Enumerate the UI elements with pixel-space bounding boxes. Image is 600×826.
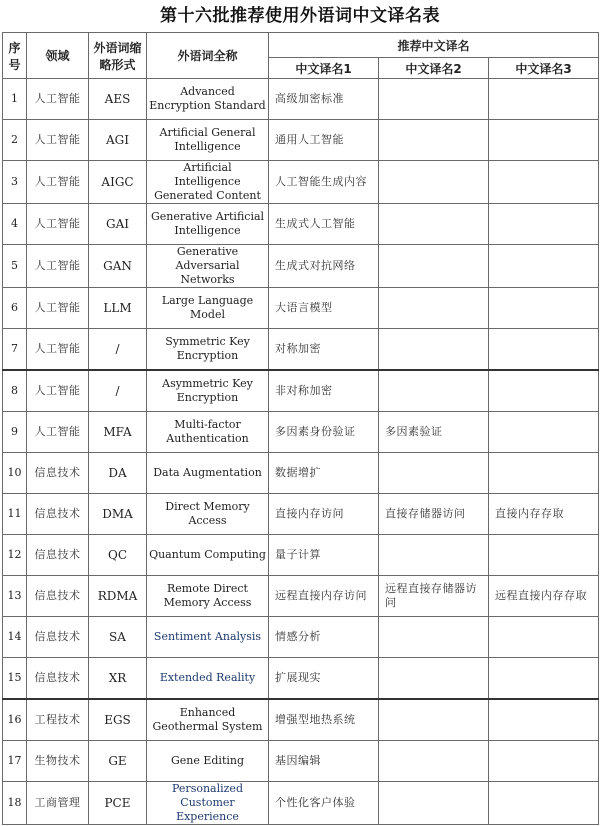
row-num: 7 [3, 329, 27, 371]
table-row [3, 782, 599, 825]
row-field: 人工智能 [27, 120, 89, 161]
row-num: 10 [3, 453, 27, 494]
table-row [3, 617, 599, 658]
table-row [3, 370, 599, 412]
row-cn2 [379, 453, 489, 494]
row-full: Multi-factor Authentication [147, 412, 269, 453]
row-field: 人工智能 [27, 161, 89, 204]
row-field: 信息技术 [27, 535, 89, 576]
row-full: Large Language Model [147, 288, 269, 329]
row-full: Extended Reality [147, 658, 269, 700]
row-num: 12 [3, 535, 27, 576]
row-cn2 [379, 161, 489, 204]
row-field: 人工智能 [27, 329, 89, 371]
row-abbr: QC [89, 535, 147, 576]
table-row [3, 494, 599, 535]
row-cn1: 多因素身份验证 [269, 412, 379, 453]
table-row [3, 245, 599, 288]
table-row [3, 658, 599, 700]
row-cn3 [489, 412, 599, 453]
row-cn3 [489, 658, 599, 700]
row-num: 16 [3, 699, 27, 741]
header-cn1: 中文译名1 [269, 58, 379, 79]
row-abbr: LLM [89, 288, 147, 329]
header-cn3: 中文译名3 [489, 58, 599, 79]
row-field: 人工智能 [27, 79, 89, 120]
row-abbr: RDMA [89, 576, 147, 617]
row-abbr: EGS [89, 699, 147, 741]
row-cn2 [379, 535, 489, 576]
row-cn1: 非对称加密 [269, 370, 379, 412]
row-cn3 [489, 79, 599, 120]
row-cn2 [379, 245, 489, 288]
row-field: 生物技术 [27, 741, 89, 782]
row-num: 5 [3, 245, 27, 288]
row-cn1: 生成式对抗网络 [269, 245, 379, 288]
page-title: 第十六批推荐使用外语词中文译名表 [160, 6, 440, 26]
row-num: 8 [3, 370, 27, 412]
row-cn1: 大语言模型 [269, 288, 379, 329]
row-cn3: 远程直接内存存取 [489, 576, 599, 617]
row-cn1: 对称加密 [269, 329, 379, 371]
row-full: Asymmetric Key Encryption [147, 370, 269, 412]
row-cn2 [379, 370, 489, 412]
row-cn1: 扩展现实 [269, 658, 379, 700]
row-field: 工商管理 [27, 782, 89, 825]
row-cn3 [489, 204, 599, 245]
row-num: 4 [3, 204, 27, 245]
row-full: Artificial Intelligence Generated Content [147, 161, 269, 204]
row-field: 人工智能 [27, 412, 89, 453]
row-cn2 [379, 79, 489, 120]
row-field: 人工智能 [27, 245, 89, 288]
row-cn3 [489, 617, 599, 658]
header-cn2: 中文译名2 [379, 58, 489, 79]
table-row [3, 79, 599, 120]
header-abbr: 外语词缩略形式 [89, 33, 147, 79]
row-num: 1 [3, 79, 27, 120]
row-full: Personalized Customer Experience [147, 782, 269, 825]
table-row [3, 699, 599, 741]
row-cn3: 直接内存存取 [489, 494, 599, 535]
row-cn1: 个性化客户体验 [269, 782, 379, 825]
row-field: 信息技术 [27, 576, 89, 617]
row-abbr: / [89, 329, 147, 371]
row-cn2 [379, 782, 489, 825]
table-row [3, 535, 599, 576]
row-cn1: 人工智能生成内容 [269, 161, 379, 204]
row-cn3 [489, 161, 599, 204]
table-row [3, 120, 599, 161]
row-cn2 [379, 288, 489, 329]
row-field: 信息技术 [27, 617, 89, 658]
row-cn3 [489, 370, 599, 412]
header-recommended: 推荐中文译名 [269, 33, 599, 58]
row-full: Advanced Encryption Standard [147, 79, 269, 120]
row-cn2: 多因素验证 [379, 412, 489, 453]
table-row [3, 453, 599, 494]
row-num: 17 [3, 741, 27, 782]
row-abbr: / [89, 370, 147, 412]
row-cn2 [379, 658, 489, 700]
row-cn3 [489, 120, 599, 161]
row-cn1: 情感分析 [269, 617, 379, 658]
row-field: 信息技术 [27, 494, 89, 535]
row-full: Artificial General Intelligence [147, 120, 269, 161]
row-cn1: 通用人工智能 [269, 120, 379, 161]
header-num: 序号 [3, 33, 27, 79]
row-field: 信息技术 [27, 658, 89, 700]
row-abbr: GE [89, 741, 147, 782]
row-field: 人工智能 [27, 370, 89, 412]
row-cn3 [489, 535, 599, 576]
row-full: Data Augmentation [147, 453, 269, 494]
row-cn1: 高级加密标准 [269, 79, 379, 120]
row-cn2 [379, 617, 489, 658]
row-cn3 [489, 329, 599, 371]
table-row [3, 204, 599, 245]
row-full: Symmetric Key Encryption [147, 329, 269, 371]
row-abbr: AES [89, 79, 147, 120]
row-field: 工程技术 [27, 699, 89, 741]
row-num: 18 [3, 782, 27, 825]
row-full: Remote Direct Memory Access [147, 576, 269, 617]
row-abbr: XR [89, 658, 147, 700]
table-row [3, 161, 599, 204]
table-row [3, 412, 599, 453]
row-cn1: 基因编辑 [269, 741, 379, 782]
row-num: 11 [3, 494, 27, 535]
table-row [3, 288, 599, 329]
row-abbr: DA [89, 453, 147, 494]
row-cn1: 数据增扩 [269, 453, 379, 494]
row-cn3 [489, 245, 599, 288]
row-cn1: 增强型地热系统 [269, 699, 379, 741]
row-abbr: MFA [89, 412, 147, 453]
row-num: 9 [3, 412, 27, 453]
row-cn3 [489, 699, 599, 741]
row-cn3 [489, 288, 599, 329]
row-cn2 [379, 120, 489, 161]
row-full: Gene Editing [147, 741, 269, 782]
row-num: 3 [3, 161, 27, 204]
translation-table [2, 32, 599, 825]
row-num: 6 [3, 288, 27, 329]
table-row [3, 329, 599, 371]
row-full: Direct Memory Access [147, 494, 269, 535]
row-cn2 [379, 741, 489, 782]
table-row [3, 576, 599, 617]
row-cn3 [489, 741, 599, 782]
row-cn2 [379, 329, 489, 371]
row-field: 信息技术 [27, 453, 89, 494]
row-cn2 [379, 204, 489, 245]
row-field: 人工智能 [27, 288, 89, 329]
row-cn1: 生成式人工智能 [269, 204, 379, 245]
row-cn3 [489, 782, 599, 825]
row-full: Generative Adversarial Networks [147, 245, 269, 288]
row-cn1: 直接内存访问 [269, 494, 379, 535]
row-field: 人工智能 [27, 204, 89, 245]
row-cn2 [379, 699, 489, 741]
table-row [3, 741, 599, 782]
row-abbr: AIGC [89, 161, 147, 204]
row-abbr: GAI [89, 204, 147, 245]
row-num: 15 [3, 658, 27, 700]
row-cn3 [489, 453, 599, 494]
row-cn2: 直接存储器访问 [379, 494, 489, 535]
row-full: Enhanced Geothermal System [147, 699, 269, 741]
row-num: 2 [3, 120, 27, 161]
row-abbr: SA [89, 617, 147, 658]
row-abbr: PCE [89, 782, 147, 825]
row-num: 13 [3, 576, 27, 617]
row-full: Quantum Computing [147, 535, 269, 576]
row-abbr: DMA [89, 494, 147, 535]
row-full: Sentiment Analysis [147, 617, 269, 658]
row-cn2: 远程直接存储器访问 [379, 576, 489, 617]
row-cn1: 远程直接内存访问 [269, 576, 379, 617]
row-abbr: AGI [89, 120, 147, 161]
header-field: 领域 [27, 33, 89, 79]
row-cn1: 量子计算 [269, 535, 379, 576]
row-num: 14 [3, 617, 27, 658]
header-full: 外语词全称 [147, 33, 269, 79]
row-full: Generative Artificial Intelligence [147, 204, 269, 245]
row-abbr: GAN [89, 245, 147, 288]
